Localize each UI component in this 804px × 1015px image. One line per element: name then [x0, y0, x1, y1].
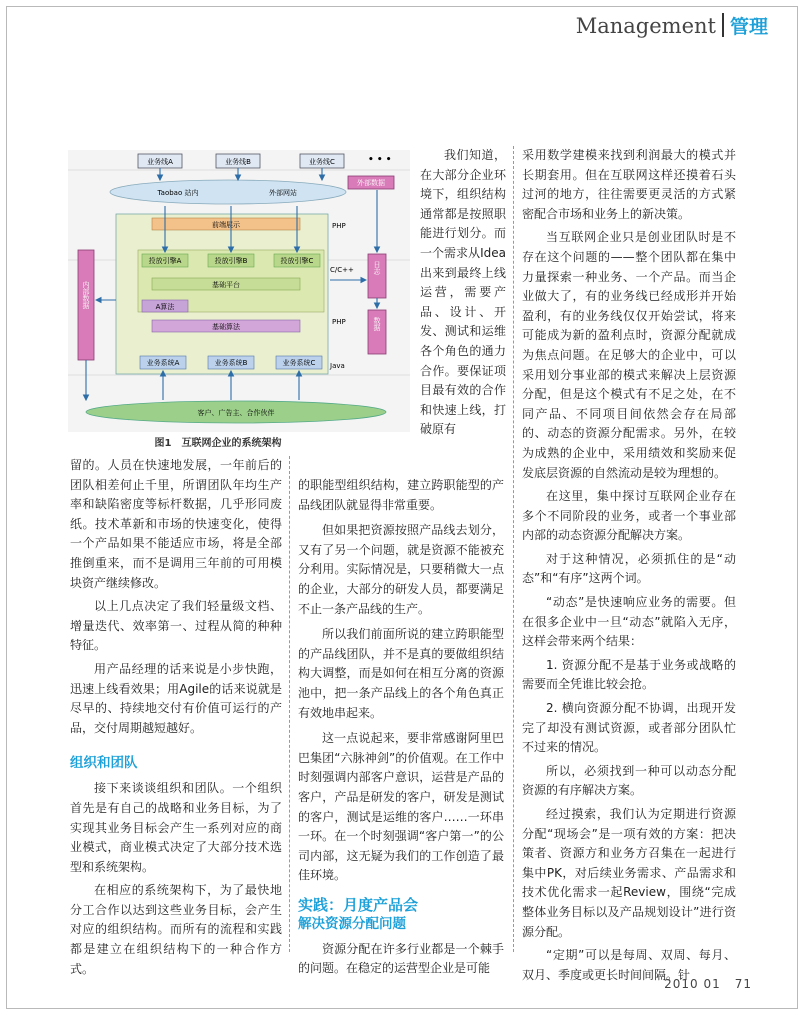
section-heading: 组织和团队 [70, 755, 138, 772]
biz-line-b-label: 业务线B [225, 158, 251, 166]
section-header [576, 12, 768, 39]
paragraph: 经过摸索，我们认为定期进行资源分配“现场会”是一项有效的方案：把决策者、资源方和业务方召集在一起进行集中PK，对后续业务需求、产品需求和技术优化需求一起Review，围绕“完成整体业务目标以及产品规划设计”进行资源分配。 [522, 807, 736, 939]
engine-b-label: 投放引擎B [214, 257, 248, 265]
column-separator-left [289, 456, 290, 952]
paragraph: 接下来谈谈组织和团队。一个组织首先是有自己的战略和业务目标，为了实现其业务目标会产生一系列对应的商业模式，商业模式决定了大部分技术选型和系统架构。 [70, 781, 282, 874]
biz-line-c-label: 业务线C [309, 158, 335, 166]
biz-line-a-label: 业务线A [147, 158, 173, 166]
paragraph: 以上几点决定了我们轻量级文档、增量迭代、效率第一、过程从简的种种特征。 [70, 599, 282, 653]
column-middle [298, 476, 504, 979]
paragraph: 在相应的系统架构下，为了最快地分工合作以达到这些业务目标，会产生对应的组织结构。而所有的流程和实践都是建立在组织结构下的一种合作方式。 [70, 883, 282, 976]
column-middle-top [420, 146, 506, 440]
paragraph: 留的。人员在快速地发展，一年前后的团队相差何止千里，所谓团队年均生产率和缺陷密度等标杆数据，几乎形同废纸。技术革新和市场的快速变化，使得一个产品如果不能适应市场，将是全部推倒重来，而不是调用三年前的可用模块资产继续修改。 [70, 458, 282, 590]
biz-sys-b-label: 业务系统B [214, 359, 248, 367]
section-heading-2: 解决资源分配问题 [298, 915, 406, 932]
header-divider [722, 13, 724, 37]
paragraph: 对于这种情况，必须抓住的是“动态”和“有序”这两个词。 [522, 551, 736, 586]
algo-a-label: A算法 [155, 303, 175, 311]
architecture-figure [68, 150, 410, 432]
paragraph: 采用数学建模来找到利润最大的模式并长期套用。但在互联网这样还摸着石头过河的地方，往往需要更灵活的方式紧密配合市场和业务上的新决策。 [522, 148, 736, 221]
log-label: 日志 [373, 261, 381, 275]
cpp-label: C/C++ [330, 266, 354, 274]
customers-label: 客户、广告主、合作伙伴 [197, 409, 275, 417]
paragraph: 所以，必须找到一种可以动态分配资源的有序解决方案。 [522, 763, 736, 798]
front-display-label: 前端展示 [212, 221, 240, 229]
platform-label: 基础平台 [212, 281, 240, 289]
paragraph: 资源分配在许多行业都是一个棘手的问题。在稳定的运营型企业是可能 [298, 941, 504, 976]
issue-date: 2010 01 [664, 977, 721, 991]
base-algo-label: 基础算法 [212, 323, 240, 331]
paragraph: 当互联网企业只是创业团队时是不存在这个问题的——整个团队都在集中力量探索一种业务、一个产品。而当企业做大了，有的业务线已经成形并开始盈利，有的业务线仅仅开始尝试，将来可能成为新的盈利点时，资源分配就成为焦点问题。在足够大的企业中，可以采用划分事业部的模式来解决上层资源分配，但是这个模式有不足之处，在不同产品、不同项目间依然会存在局部的、动态的资源分配需求。另外，在较为成熟的企业中，采用绩效和奖励来促发底层资源的自然流动是较为理想的。 [522, 230, 736, 480]
column-left [70, 456, 282, 979]
header-title-en: Management [575, 14, 716, 38]
paragraph: 在这里，集中探讨互联网企业存在多个不同阶段的业务，或者一个事业部内部的动态资源分配解决方案。 [522, 489, 736, 543]
php-label-2: PHP [332, 318, 346, 326]
page-footer [650, 977, 752, 991]
internal-data-label: 内部数据 [82, 281, 90, 309]
site-ellipse [110, 180, 346, 204]
engine-c-label: 投放引擎C [280, 257, 314, 265]
paragraph: 1. 资源分配不是基于业务或战略的需要而全凭谁比较会抢。 [522, 657, 736, 692]
paragraph: 我们知道，在大部分企业环境下，组织结构通常都是按照职能进行划分。而一个需求从Idea出来到最终上线运营，需要产品、设计、开发、测试和运维各个角色的通力合作。要保证项目最有效的合作和快速上线，打破原有 [420, 148, 506, 437]
java-label: Java [330, 362, 345, 370]
outside-label: 外部网站 [269, 189, 297, 197]
taobao-label: Taobao 站内 [157, 189, 199, 197]
header-title-cn: 管理 [729, 16, 768, 38]
external-data-label: 外部数据 [357, 179, 385, 187]
paragraph: 用产品经理的话来说是小步快跑，迅速上线看效果；用Agile的话来说就是尽早的、持续地交付有价值可运行的产品，交付周期越短越好。 [70, 661, 282, 735]
paragraph: 所以我们前面所说的建立跨职能型的产品线团队，并不是真的要做组织结构大调整，而是如何在相互分离的资源池中，把一条产品线上的各个角色真正有效地串起来。 [298, 627, 504, 720]
biz-sys-a-label: 业务系统A [146, 359, 180, 367]
paragraph: 这一点说起来，要非常感谢阿里巴巴集团“六脉神剑”的价值观。在工作中时刻强调内部客户意识，运营是产品的客户，产品是研发的客户，研发是测试的客户，测试是运维的客户……一环串一环。在一个时刻强调“客户第一”的公司内部，这无疑为我们的工作创造了最佳环境。 [298, 731, 504, 883]
php-label-1: PHP [332, 222, 346, 230]
paragraph: “动态”是快速响应业务的需要。但在很多企业中一旦“动态”就陷入无序，这样会带来两个结果： [522, 595, 736, 649]
engine-a-label: 投放引擎A [148, 257, 182, 265]
biz-sys-c-label: 业务系统C [282, 359, 316, 367]
data-label: 数据 [373, 317, 381, 331]
paragraph: 但如果把资源按照产品线去划分，又有了另一个问题，就是资源不能被充分利用。实际情况是，只要稍微大一点的企业，大部分的研发人员，都要满足不止一条产品线的生产。 [298, 523, 504, 616]
section-heading-1: 实践：月度产品会 [298, 895, 419, 914]
column-right [522, 146, 736, 985]
page-number: 71 [734, 977, 752, 991]
paragraph: 2. 横向资源分配不协调，出现开发完了却没有测试资源，或者部分团队忙不过来的情况。 [522, 701, 736, 755]
figure-caption: 图1 互联网企业的系统架构 [154, 438, 282, 449]
more-dots: • • • [368, 155, 392, 165]
column-separator-right [513, 146, 514, 952]
paragraph: “定期”可以是每周、双周、每月、双月、季度或更长时间间隔。针 [522, 948, 736, 982]
paragraph: 的职能型组织结构，建立跨职能型的产品线团队就显得非常重要。 [298, 478, 504, 512]
